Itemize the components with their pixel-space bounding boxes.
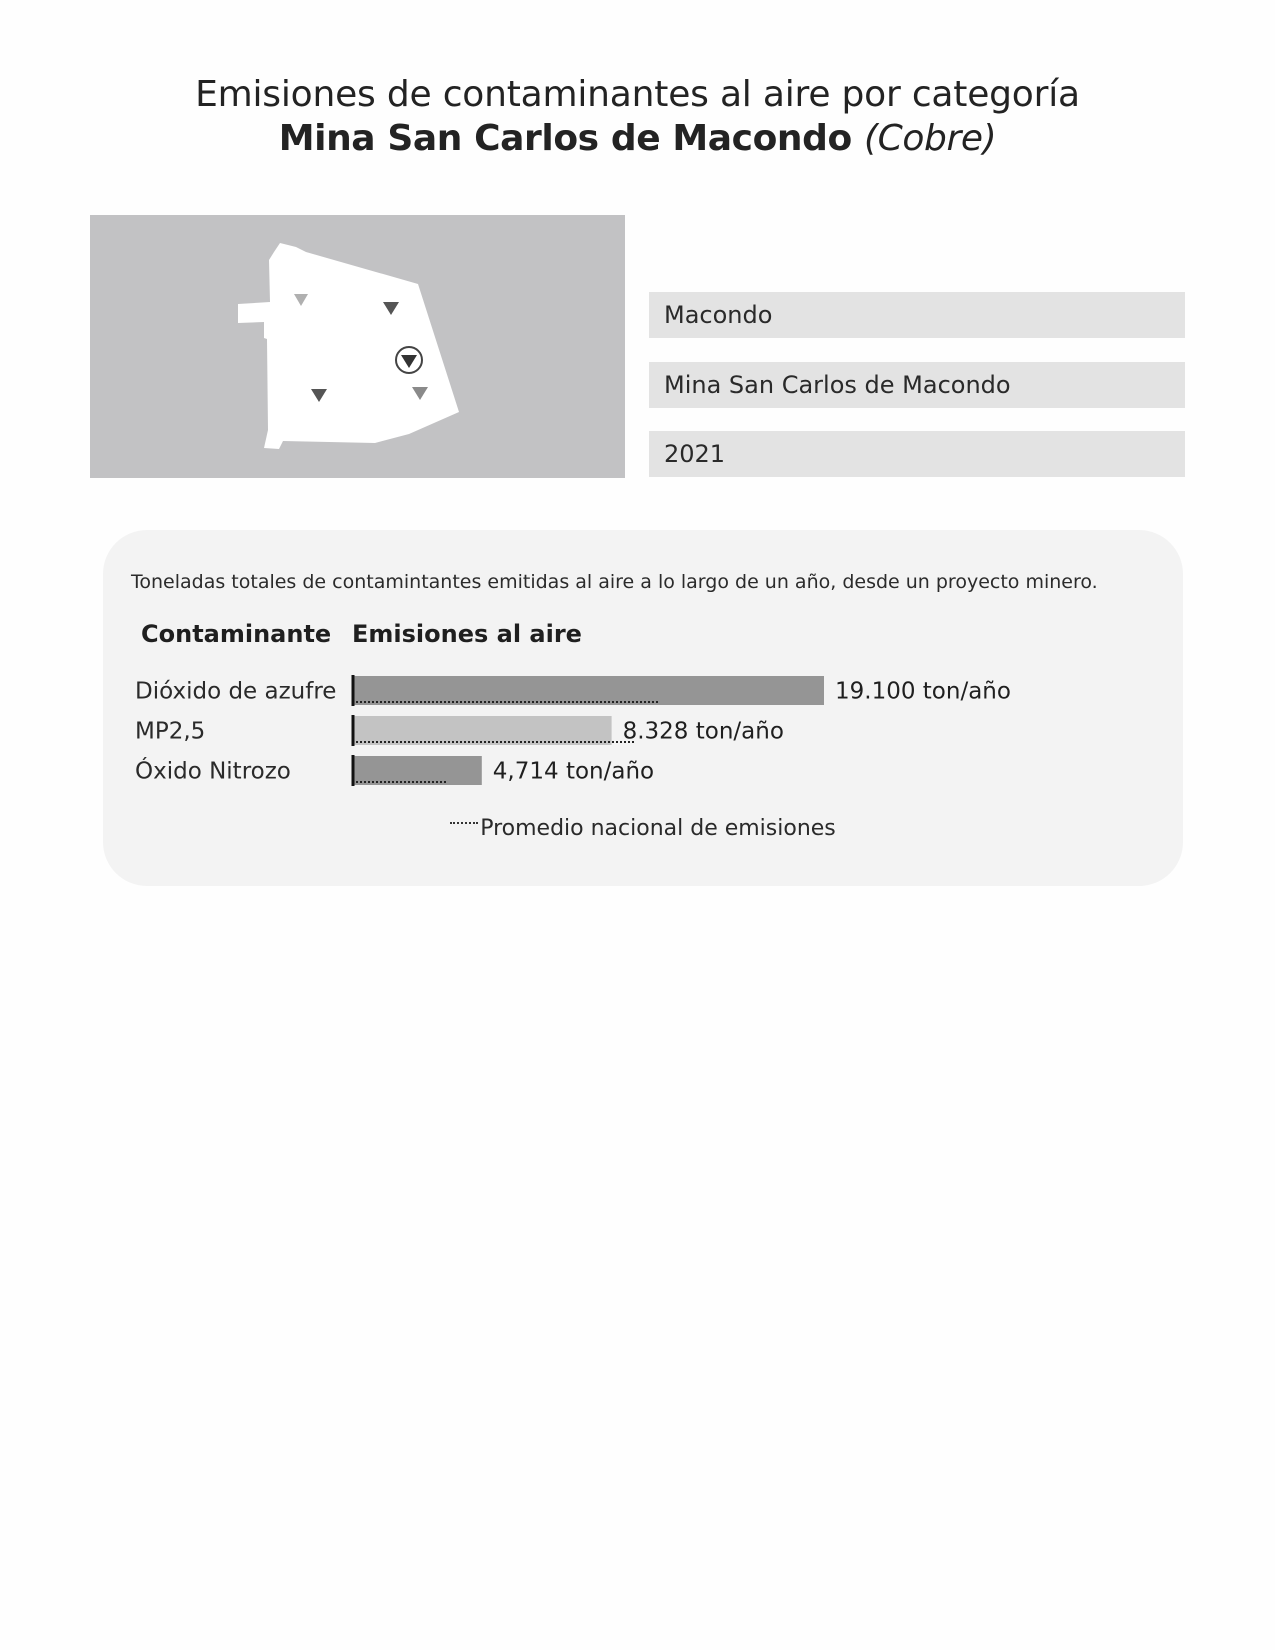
column-header-pollutant: Contaminante <box>141 620 332 648</box>
mine-site-marker-icon <box>396 347 422 373</box>
chart-legend <box>103 816 1183 841</box>
year-field: 2021 <box>649 431 1185 477</box>
emissions-bar-chart <box>133 670 1133 790</box>
emission-bar <box>352 676 824 705</box>
value-label: 4,714 ton/año <box>492 758 655 785</box>
mine-name: Mina San Carlos de Macondo <box>278 118 852 159</box>
emission-bar <box>352 756 482 785</box>
value-label: 8.328 ton/año <box>622 718 784 745</box>
emission-bar <box>352 716 612 745</box>
project-field: Mina San Carlos de Macondo <box>649 362 1185 408</box>
region-field: Macondo <box>649 292 1185 338</box>
category-label: Dióxido de azufre <box>135 678 337 705</box>
emissions-panel <box>103 530 1183 886</box>
panel-description: Toneladas totales de contamintantes emitidas al aire a lo largo de un año, desde un proyecto minero. <box>131 571 1098 593</box>
category-label: Óxido Nitrozo <box>135 758 291 785</box>
mine-title <box>0 118 1275 159</box>
legend-dotted-line-swatch <box>450 822 478 824</box>
column-header-emissions: Emisiones al aire <box>352 620 582 648</box>
value-label: 19.100 ton/año <box>835 678 1011 705</box>
mine-map <box>90 215 625 478</box>
mine-footprint <box>238 243 459 449</box>
legend-label: Promedio nacional de emisiones <box>480 816 836 841</box>
mineral-label: (Cobre) <box>864 118 997 159</box>
category-label: MP2,5 <box>135 718 206 745</box>
mine-footprint-map <box>90 215 625 478</box>
chart-title: Emisiones de contaminantes al aire por categoría <box>195 74 1080 115</box>
